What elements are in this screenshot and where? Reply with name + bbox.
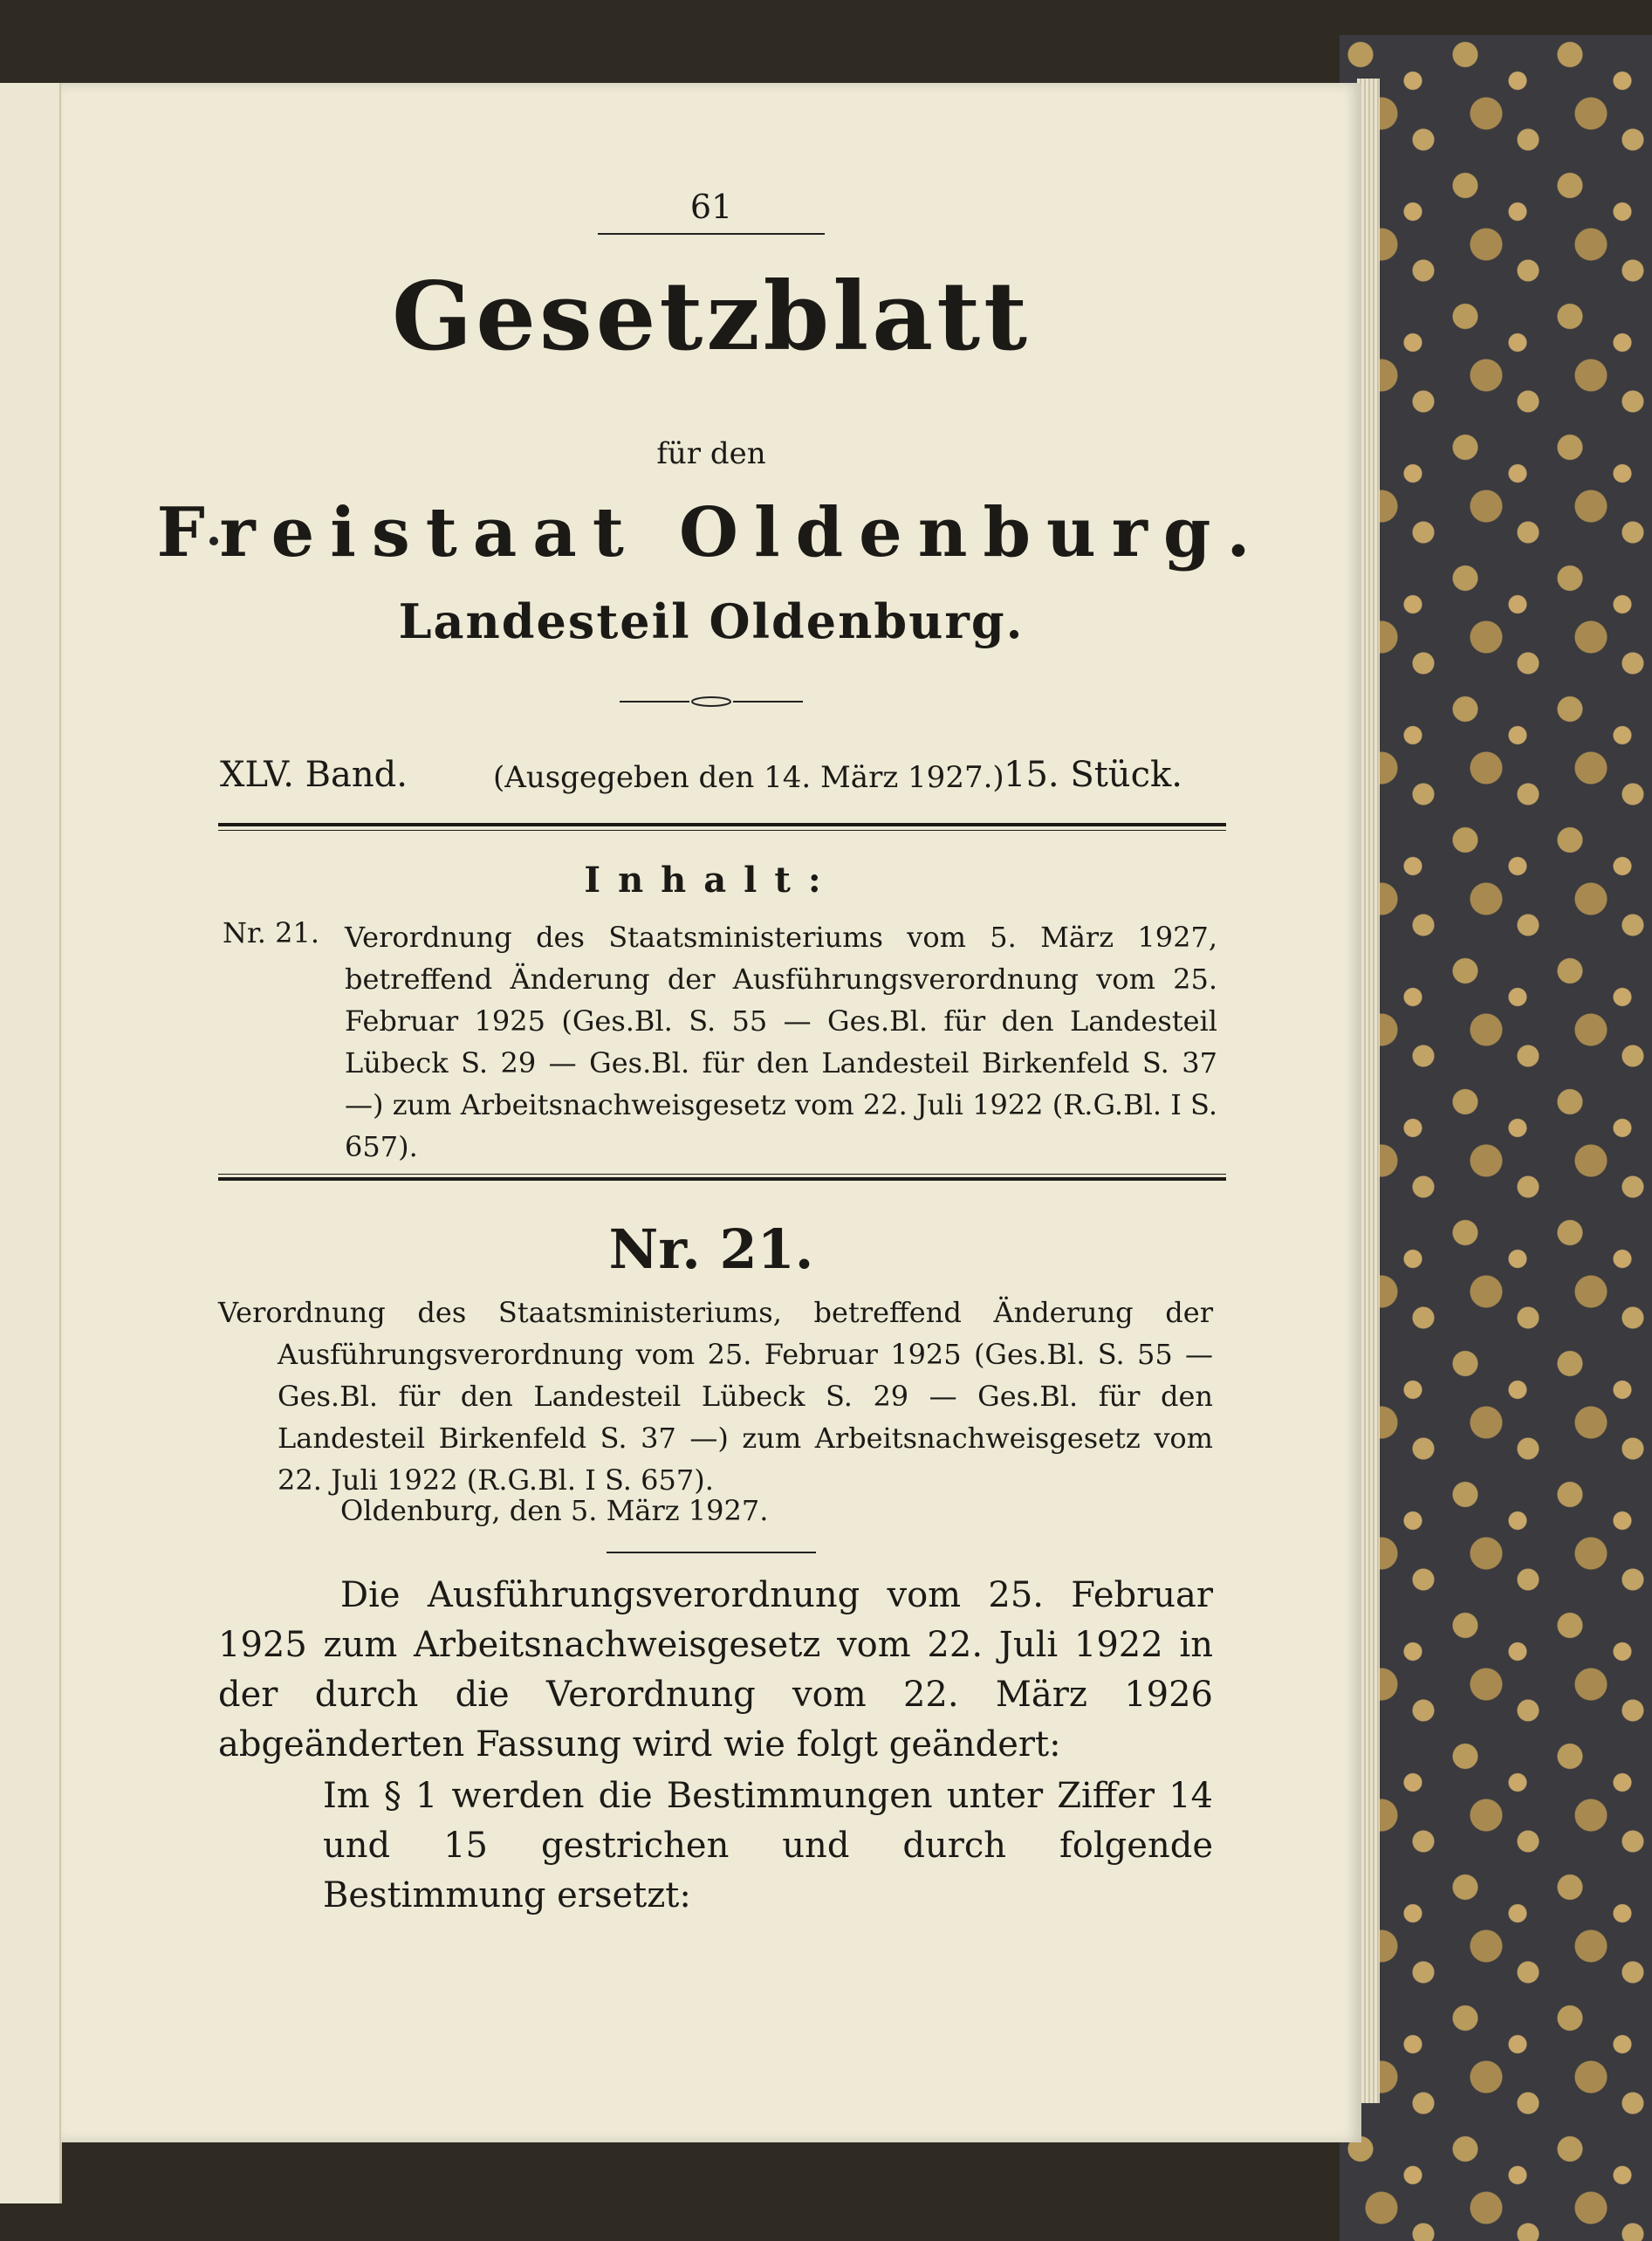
header-rule-thick — [218, 823, 1226, 826]
header-rule-thin — [218, 830, 1226, 831]
section-short-rule — [607, 1552, 816, 1553]
page-number: 61 — [689, 188, 733, 226]
page-number-rule — [598, 233, 825, 235]
section-date-line: Oldenburg, den 5. März 1927. — [340, 1494, 769, 1527]
toc-entry-text: Verordnung des Staatsministeriums vom 5. März 1927, betreffend Änderung der Ausführungsverordnung vom 25. Februar 1925 (Ges.Bl. S. 55 — Ges.Bl. für den Landesteil Lübeck S. 29 — Ges.Bl. für den Landesteil Birkenfeld S. 37 —) zum Arbeitsnachweisgesetz vom 22. Juli 1922 (R.G.Bl. I S. 657). — [345, 921, 1217, 1163]
masthead-fuer: für den — [656, 436, 766, 471]
section-title: Verordnung des Staatsministeriums, betreffend Änderung der Ausführungsverordnung vom 25. Februar 1925 (Ges.Bl. S. 55 — Ges.Bl. für den Landesteil Lübeck S. 29 — Ges.Bl. für den Landesteil Birkenfeld S. 37 —) zum Arbeitsnachweisgesetz vom 22. Juli 1922 (R.G.Bl. I S. 657). — [218, 1296, 1213, 1497]
section-rule-thin — [218, 1174, 1226, 1175]
section-rule-thick — [218, 1177, 1226, 1181]
issue-date: (Ausgegeben den 14. März 1927.) — [493, 760, 1004, 795]
section-body-sub: Im § 1 werden die Bestimmungen unter Ziffer 14 und 15 gestrichen und durch folgende Bestimmung ersetzt: — [323, 1776, 1213, 1915]
facing-page-edge — [0, 83, 62, 2203]
masthead-state: Freistaat Oldenburg. — [156, 493, 1266, 572]
issue-number: 15. Stück. — [1004, 755, 1182, 795]
contents-heading: Inhalt: — [584, 860, 839, 901]
section-body: Die Ausführungsverordnung vom 25. Februar 1925 zum Arbeitsnachweisgesetz vom 22. Juli 1922 in der durch die Verordnung vom 22. März 1926 abgeänderten Fassung wird wie folgt geändert: — [218, 1575, 1213, 1765]
masthead-part: Landesteil Oldenburg. — [398, 593, 1025, 649]
ornament-divider — [620, 696, 803, 708]
document-page — [61, 83, 1361, 2142]
section-heading: Nr. 21. — [608, 1217, 814, 1281]
toc-number: Nr. 21. — [223, 916, 320, 949]
book-cover — [1340, 35, 1652, 2241]
masthead-title: Gesetzblatt — [392, 262, 1031, 372]
volume-label: XLV. Band. — [220, 755, 408, 795]
